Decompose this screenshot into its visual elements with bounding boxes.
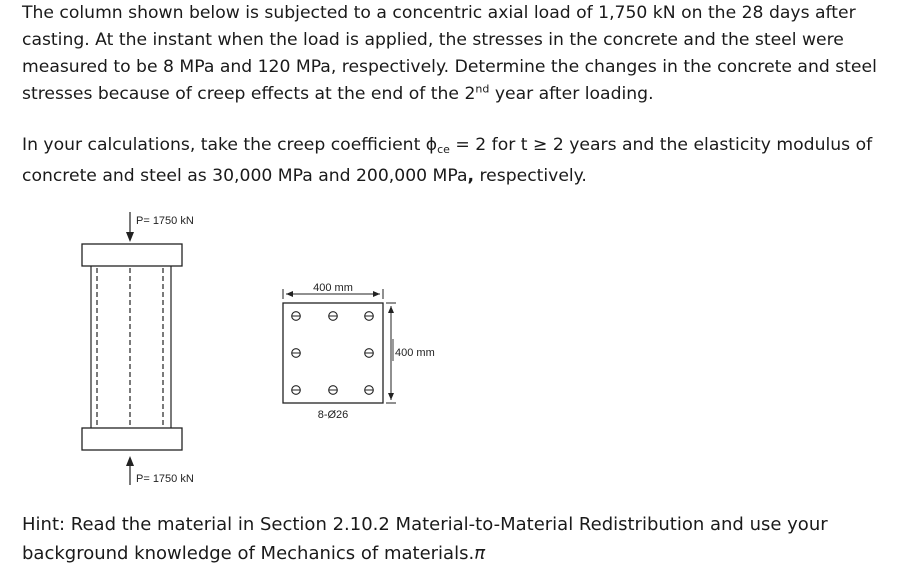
rebar-label: 8-Ø26 — [317, 409, 349, 421]
bold-comma: , — [467, 166, 475, 186]
hint-paragraph — [22, 510, 902, 568]
hint-text: Hint: Read the material in Section 2.10.2 Material-to-Material Redistribution and use your background knowledge of Mechanics of materials. — [22, 514, 828, 564]
problem-text-part: respectively. — [474, 166, 587, 186]
column-body — [91, 266, 171, 428]
top-bearing-plate — [82, 244, 182, 266]
pi-symbol: π — [474, 543, 486, 564]
height-label: 400 mm — [395, 347, 435, 359]
ordinal-superscript: nd — [475, 82, 490, 96]
bottom-load-arrow — [126, 456, 134, 485]
rebar-dashed-lines — [97, 268, 163, 426]
phi-subscript: ce — [437, 143, 450, 156]
bottom-load-label: P= 1750 kN — [136, 473, 194, 485]
width-label: 400 mm — [313, 282, 353, 294]
top-load-label: P= 1750 kN — [136, 215, 194, 227]
problem-text-part: The column shown below is subjected to a concentric axial load of 1,750 kN on the 28 days after casting. At the instant when the load is applied, the stresses in the concrete and the steel were measured to be 8 MPa and 120 MPa, respectively. Determine the changes in the concrete and steel stresses because of creep effects at the end of the 2 — [22, 3, 877, 104]
problem-text-part: In your calculations, take the creep coefficient — [22, 135, 426, 155]
bottom-bearing-plate — [82, 428, 182, 450]
phi-symbol: ϕ — [425, 135, 438, 155]
top-load-arrow — [126, 212, 134, 242]
problem-text-part: year after loading. — [489, 84, 654, 104]
problem-text-part: = 2 for t ≥ 2 years and the elasticity modulus of concrete and steel as 30,000 MPa and 200,000 MPa — [22, 135, 873, 186]
